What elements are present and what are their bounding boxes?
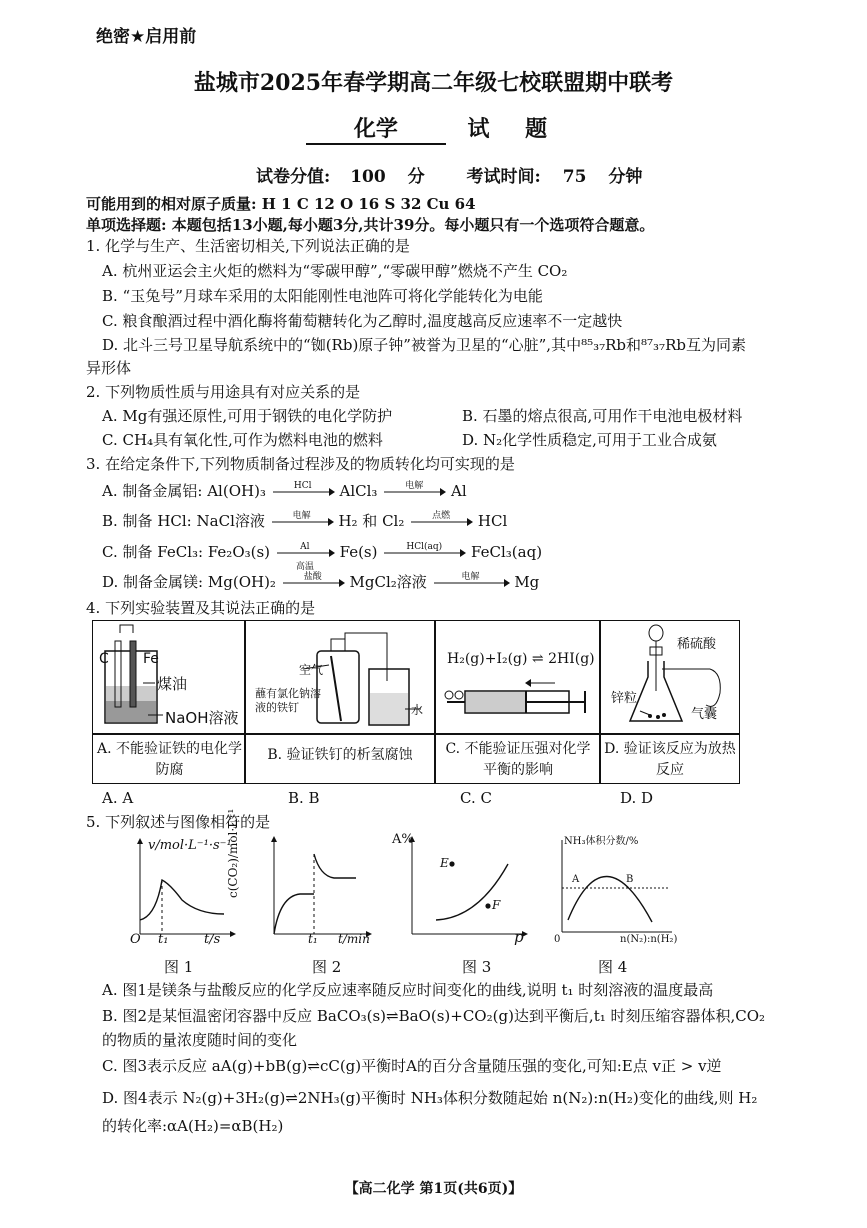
label-kerosene: 煤油	[157, 675, 188, 693]
q1-option-d-cont: 异形体	[86, 359, 132, 377]
fig4-caption: 图 4	[598, 958, 628, 976]
label-water: 水	[411, 703, 424, 717]
score-unit: 分	[407, 167, 425, 187]
q1-option-c: C. 粮食酿酒过程中酒化酶将葡萄糖转化为乙醇时,温度越高反应速率不一定越快	[102, 312, 623, 330]
fig-c-caption: C. 不能验证压强对化学平衡的影响	[445, 741, 591, 778]
subject-suffix: 试 题	[467, 116, 562, 142]
q1-option-b: B. “玉兔号”月球车采用的太阳能刚性电池阵可将化学能转化为电能	[102, 287, 543, 305]
q4-option-d: D. D	[620, 789, 654, 807]
q5-option-b-cont: 的物质的量浓度随时间的变化	[102, 1031, 298, 1049]
flask-apparatus-d	[600, 621, 739, 733]
q3-c-species-3: FeCl₃(aq)	[471, 543, 543, 561]
reaction-arrow: 点燃	[409, 515, 473, 529]
label-air: 空气	[299, 663, 324, 677]
syringe-apparatus-c	[435, 621, 599, 733]
label-carbon: C	[99, 651, 109, 667]
q3-option-c	[102, 542, 543, 572]
q3-a-species-1: Al(OH)₃	[207, 482, 266, 500]
reaction-arrow: 电解	[382, 485, 446, 499]
label-iron: Fe	[143, 651, 159, 667]
q1-option-d: D. 北斗三号卫星导航系统中的“铷(Rb)原子钟”被誉为卫星的“心脏”,其中⁸⁵₃₇Rb和⁸⁷₃₇Rb互为同素	[102, 336, 746, 354]
q4-stem: 4. 下列实验装置及其说法正确的是	[86, 599, 316, 617]
q3-c-label: C. 制备 FeCl₃:	[102, 543, 204, 561]
q3-option-b	[102, 511, 507, 531]
q3-b-species-2: H₂ 和 Cl₂	[338, 512, 405, 530]
label-zinc-granules: 锌粒	[611, 691, 638, 706]
score-label: 试卷分值:	[256, 167, 331, 187]
fig4-point-a: A	[572, 874, 580, 885]
fig4-point-b: B	[626, 874, 634, 885]
fig3-point-e: E	[440, 856, 449, 870]
q1-stem: 1. 化学与生产、生活密切相关,下列说法正确的是	[86, 237, 410, 255]
fig2-xlabel: t/min	[338, 932, 370, 946]
q3-c-species-2: Fe(s)	[339, 543, 378, 561]
fig-a-caption: A. 不能验证铁的电化学防腐	[97, 741, 243, 778]
q4-option-b: B. B	[288, 789, 320, 807]
q3-stem: 3. 在给定条件下,下列物质制备过程涉及的物质转化均可实现的是	[86, 455, 515, 473]
label-nail: 蘸有氯化钠溶液的铁钉	[255, 687, 321, 714]
q3-d-species-1: Mg(OH)₂	[207, 573, 276, 591]
fig1-xlabel: t/s	[204, 932, 221, 947]
reaction-arrow: HCl	[271, 485, 335, 499]
q3-b-species-3: HCl	[477, 512, 508, 530]
q2-option-b: B. 石墨的熔点很高,可用作干电池电极材料	[462, 407, 743, 425]
q4-option-a: A. A	[102, 789, 134, 807]
q3-d-species-2: MgCl₂溶液	[349, 573, 427, 591]
graph-figure-2	[262, 834, 372, 944]
fig-d-caption: D. 验证该反应为放热反应	[604, 741, 736, 778]
q4-figure-table	[92, 620, 740, 784]
q5-option-c: C. 图3表示反应 aA(g)+bB(g)⇌cC(g)平衡时A的百分含量随压强的变化,可知:E点 v正 > v逆	[102, 1057, 722, 1075]
graph-figure-4	[554, 834, 678, 944]
fig1-caption: 图 1	[164, 958, 194, 976]
q2-stem: 2. 下列物质性质与用途具有对应关系的是	[86, 383, 361, 401]
fig4-origin: 0	[554, 934, 561, 945]
q3-a-species-2: AlCl₃	[339, 482, 378, 500]
subject-line	[0, 112, 867, 145]
label-balloon: 气囊	[691, 707, 718, 722]
q2-option-d: D. N₂化学性质稳定,可用于工业合成氨	[462, 431, 717, 449]
graph-figure-3	[406, 834, 530, 944]
fig-b-caption: B. 验证铁钉的析氢腐蚀	[267, 747, 413, 763]
time-label: 考试时间:	[466, 167, 541, 187]
fig4-xlabel: n(N₂):n(H₂)	[620, 934, 678, 945]
confidential-mark: 绝密★启用前	[96, 27, 197, 47]
q3-d-species-3: Mg	[514, 573, 540, 591]
label-naoh-solution: NaOH溶液	[165, 709, 239, 727]
fig4-ylabel: NH₃体积分数/%	[564, 836, 639, 847]
atomic-mass-line: 可能用到的相对原子质量: H 1 C 12 O 16 S 32 Cu 64	[86, 195, 476, 213]
reaction-arrow: 电解	[270, 515, 334, 529]
q2-option-c: C. CH₄具有氧化性,可作为燃料电池的燃料	[102, 431, 383, 449]
equation-h2-i2: H₂(g)+I₂(g) ⇌ 2HI(g)	[447, 651, 595, 667]
fig3-point-f: F	[492, 898, 501, 912]
q5-option-a: A. 图1是镁条与盐酸反应的化学反应速率随反应时间变化的曲线,说明 t₁ 时刻溶液的温度最高	[102, 981, 714, 999]
q3-option-a	[102, 481, 467, 501]
fig3-xlabel: p	[514, 928, 524, 946]
fig1-t1: t₁	[158, 932, 169, 947]
label-dilute-sulfuric-acid: 稀硫酸	[677, 637, 717, 652]
section-heading: 单项选择题: 本题包括13小题,每小题3分,共计39分。每小题只有一个选项符合题意。	[86, 216, 655, 234]
fig1-ylabel: v/mol·L⁻¹·s⁻¹	[148, 838, 232, 853]
exam-title: 盐城市2025年春学期高二年级七校联盟期中联考	[193, 70, 674, 96]
reaction-arrow: 盐酸	[281, 576, 345, 590]
q3-c-species-1: Fe₂O₃(s)	[207, 543, 271, 561]
q3-b-species-1: NaCl溶液	[196, 512, 265, 530]
reaction-arrow: HCl(aq)	[382, 546, 466, 560]
q1-option-a: A. 杭州亚运会主火炬的燃料为“零碳甲醇”,“零碳甲醇”燃烧不产生 CO₂	[102, 262, 568, 280]
fig2-t1: t₁	[308, 932, 318, 946]
q5-option-d: D. 图4表示 N₂(g)+3H₂(g)⇌2NH₃(g)平衡时 NH₃体积分数随起始 n(N₂):n(H₂)变化的曲线,则 H₂	[102, 1089, 758, 1107]
q3-a-species-3: Al	[451, 482, 467, 500]
fig3-caption: 图 3	[462, 958, 492, 976]
q5-stem: 5. 下列叙述与图像相符的是	[86, 813, 271, 831]
reaction-arrow: Al 高温	[275, 546, 335, 560]
page-footer: 【高二化学 第1页(共6页)】	[344, 1181, 523, 1197]
time-unit: 分钟	[608, 167, 643, 187]
subject-name: 化学	[306, 112, 446, 145]
q2-option-a: A. Mg有强还原性,可用于钢铁的电化学防护	[102, 407, 393, 425]
time-value: 75	[562, 167, 587, 187]
fig2-caption: 图 2	[312, 958, 342, 976]
reaction-arrow: 电解	[432, 576, 510, 590]
q3-option-d	[102, 572, 539, 592]
q3-a-label: A. 制备金属铝:	[102, 482, 203, 500]
fig3-ylabel: A%	[392, 832, 414, 847]
q5-option-b: B. 图2是某恒温密闭容器中反应 BaCO₃(s)⇌BaO(s)+CO₂(g)达到平衡后,t₁ 时刻压缩容器体积,CO₂	[102, 1007, 766, 1025]
q4-option-c: C. C	[460, 789, 492, 807]
corrosion-apparatus-b	[245, 621, 434, 733]
fig2-ylabel: c(CO₂)/mol·L⁻¹	[226, 808, 240, 898]
q3-b-label: B. 制备 HCl:	[102, 512, 192, 530]
fig1-origin: O	[130, 932, 141, 947]
q5-option-d-cont: 的转化率:αA(H₂)=αB(H₂)	[102, 1117, 284, 1135]
score-value: 100	[350, 167, 386, 187]
score-time-line	[256, 162, 642, 187]
q3-d-label: D. 制备金属镁:	[102, 573, 204, 591]
